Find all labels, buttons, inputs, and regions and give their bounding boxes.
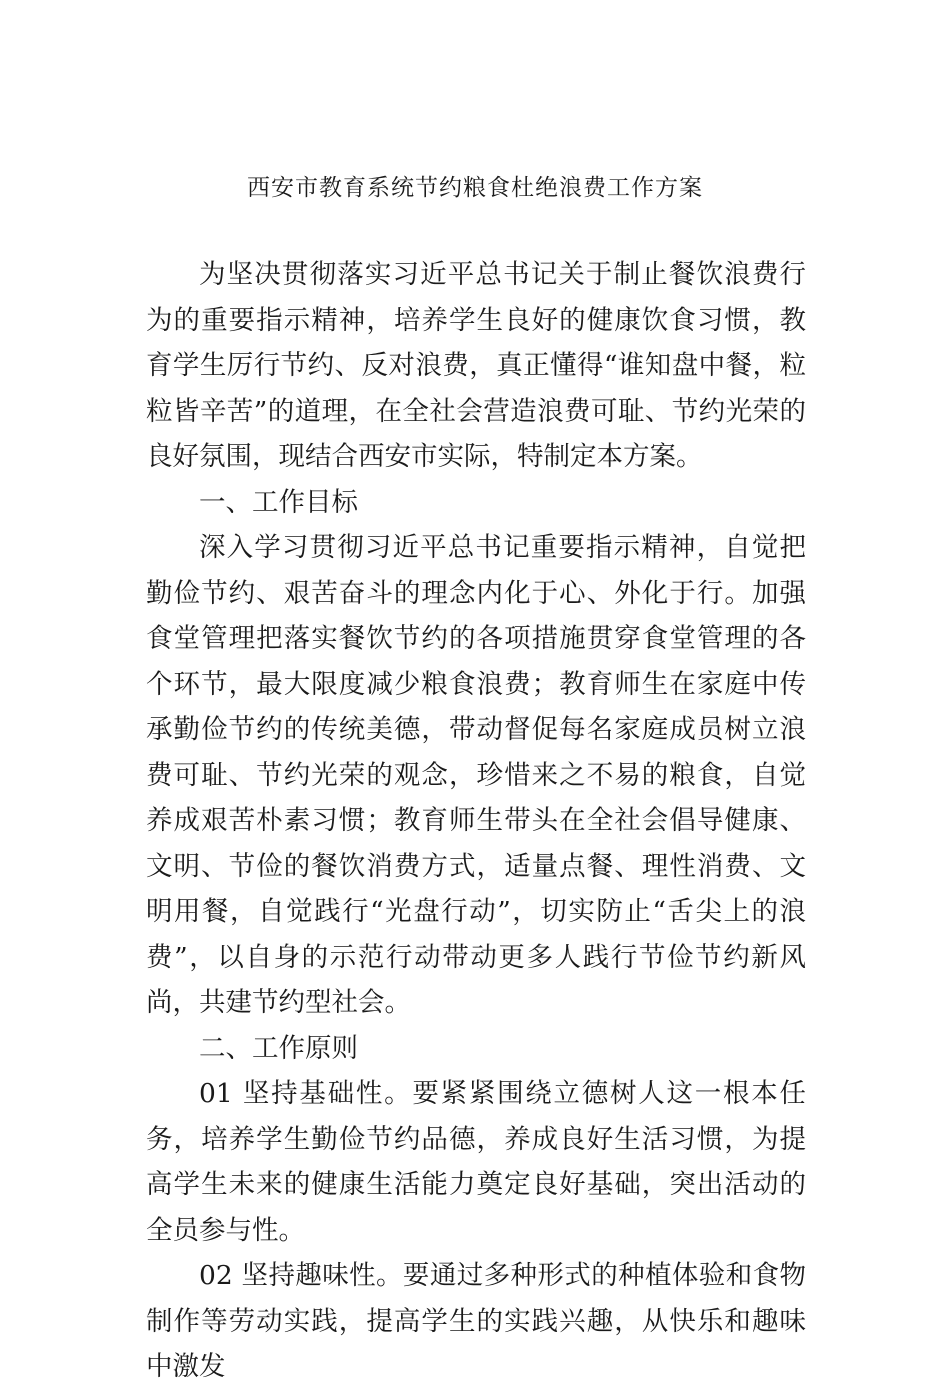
document-body <box>146 252 806 1390</box>
principle-item-1: 01 坚持基础性。要紧紧围绕立德树人这一根本任务，培养学生勤俭节约品德，养成良好生活习惯，为提高学生未来的健康生活能力奠定良好基础，突出活动的全员参与性。 <box>146 1078 806 1246</box>
document-title: 西安市教育系统节约粮食杜绝浪费工作方案 <box>247 175 703 201</box>
section-heading-goals: 一、工作目标 <box>199 486 358 518</box>
intro-paragraph: 为坚决贯彻落实习近平总书记关于制止餐饮浪费行为的重要指示精神，培养学生良好的健康饮食习惯，教育学生厉行节约、反对浪费，真正懂得“谁知盘中餐，粒粒皆辛苦”的道理，在全社会营造浪费可耻、节约光荣的良好氛围，现结合西安市实际，特制定本方案。 <box>146 259 806 472</box>
goals-paragraph: 深入学习贯彻习近平总书记重要指示精神，自觉把勤俭节约、艰苦奋斗的理念内化于心、外化于行。加强食堂管理把落实餐饮节约的各项措施贯穿食堂管理的各个环节，最大限度减少粮食浪费；教育师生在家庭中传承勤俭节约的传统美德，带动督促每名家庭成员树立浪费可耻、节约光荣的观念，珍惜来之不易的粮食，自觉养成艰苦朴素习惯；教育师生带头在全社会倡导健康、文明、节俭的餐饮消费方式，适量点餐、理性消费、文明用餐，自觉践行“光盘行动”，切实防止“舌尖上的浪费”，以自身的示范行动带动更多人践行节俭节约新风尚，共建节约型社会。 <box>146 532 806 1018</box>
principle-item-2: 02 坚持趣味性。要通过多种形式的种植体验和食物制作等劳动实践，提高学生的实践兴趣，从快乐和趣味中激发 <box>146 1260 806 1382</box>
section-heading-principles: 二、工作原则 <box>199 1032 358 1064</box>
